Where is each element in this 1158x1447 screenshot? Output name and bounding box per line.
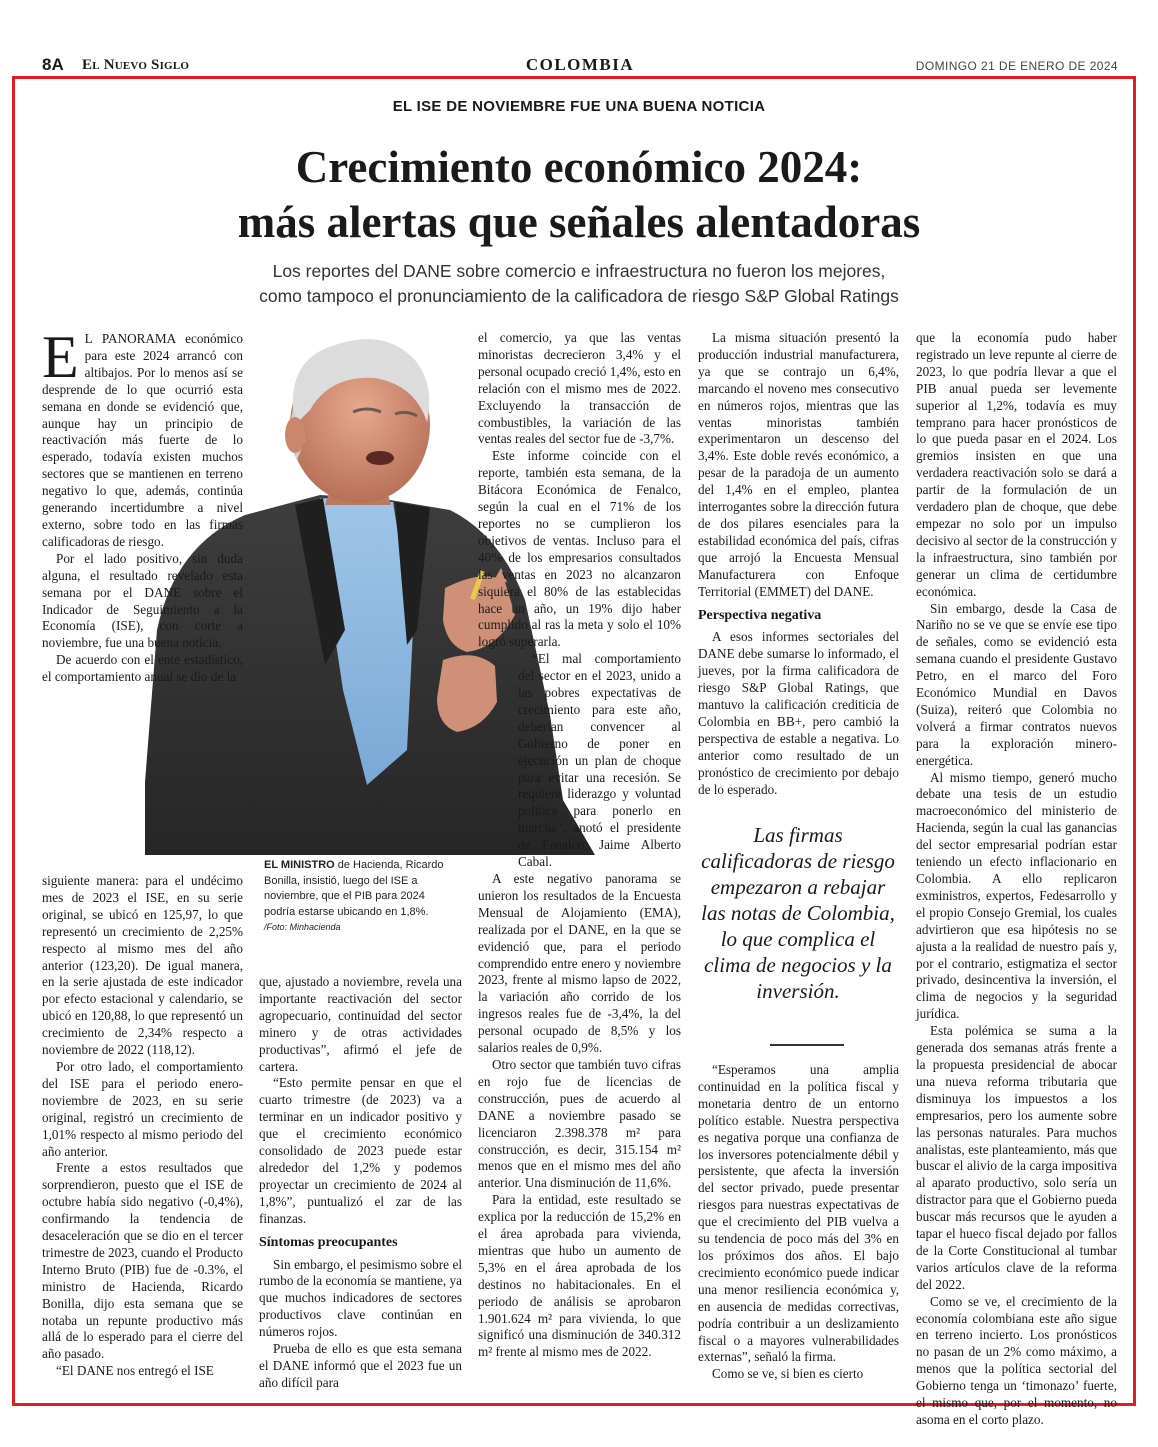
paragraph: A esos informes sectoriales del DANE debe sumarse lo informado, el jueves, por la firma calificadora de riesgo S&P Global Ratings, que mantuvo la calificación crediticia de Colombia en BB+, pero cambió la perspectiva de estable a negativa. Lo anterior como resultado de un pronóstico de crecimiento por debajo de lo esperado.	[698, 629, 899, 797]
paragraph: Sin embargo, desde la Casa de Nariño no se ve que se envíe ese tipo de señales, como se evidenció esta semana cuando el presidente Gustavo Petro, en el marco del Foro Económico Mundial en Davos (Suiza), reiteró que Colombia no volverá a firmar contratos nuevos para la exploración minero-energética.	[916, 600, 1117, 768]
paragraph: siguiente manera: para el undécimo mes de 2023 el ISE, en su serie original, se ubicó en 125,97, lo que representó un crecimiento de 2,25% respecto al mismo mes del año anterior (123,20). De igual manera, en la serie ajustada de este indicador por efecto estacional y calendario, se ubicó en 120,88, lo que representó un crecimiento de 2,34% respecto a noviembre de 2022 (118,12).	[42, 873, 243, 1058]
subheading-perspectiva: Perspectiva negativa	[698, 607, 822, 623]
paragraph: Por otro lado, el comportamiento del ISE para el periodo enero-noviembre de 2023, en su serie original, registró un crecimiento de 1,01% respecto al mismo periodo del año anterior.	[42, 1058, 243, 1159]
headline	[40, 140, 1118, 250]
kicker: EL ISE DE NOVIEMBRE FUE UNA BUENA NOTICIA	[392, 98, 766, 115]
paragraph: Frente a estos resultados que sorprendieron, puesto que el ISE de octubre había sido negativo (-0,4%), confirmando la tendencia de desaceleración que se dio en el tercer trimestre de 2023, cuando el Producto Interno Bruto (PIB) fue de -0.3%, el ministro de Hacienda, Ricardo Bonilla, dijo esta semana que se notaba un repunte productivo más allá de lo esperado para el cierre del año pasado.	[42, 1160, 243, 1362]
paragraph: Esta polémica se suma a la generada dos semanas atrás frente a la propuesta presidencial de abocar una nueva reforma tributaria que disminuya los impuestos a los empresarios, pero los aumente sobre las personas naturales. Para muchos analistas, este planteamiento, más que buscar el alivio de la carga impositiva al aparato productivo, solo sería un distractor para que el Gobierno pueda buscar más recursos que le ayuden a tapar el hueco fiscal dejado por fallos de la Corte Constitucional al tumbar varios artículos clave de la reforma del 2022.	[916, 1023, 1117, 1292]
column-5	[916, 330, 1117, 1429]
paragraph	[42, 324, 243, 551]
paragraph: La misma situación presentó la producción industrial manufacturera, ya que se contrajo un 6,4%, marcando el noveno mes consecutivo en números rojos, mientras que las ventas minoristas también experimentaron un descenso del 3,4%. Este doble revés económico, a pesar de la paradoja de un aumento del 1,4% en el empleo, plantea interrogantes sobre la dirección futura de dos pilares esenciales para la estabilidad económica del país, cifras que arrojó la Encuesta Mensual Manufacturera con Enfoque Territorial (EMMET) del DANE.	[698, 330, 899, 599]
paragraph: que, ajustado a noviembre, revela una importante reactivación del sector agropecuario, continuidad del sector minero y de otras actividades productivas”, afirmó el jefe de cartera.	[259, 974, 462, 1074]
paragraph: “El DANE nos entregó el ISE	[56, 1363, 214, 1379]
paragraph: Sin embargo, el pesimismo sobre el rumbo de la economía se mantiene, ya que muchos indicadores de sectores productivos clave continúan en números rojos.	[259, 1256, 462, 1340]
caption-credit: /Foto: Minhacienda	[264, 922, 341, 932]
pull-quote-rule	[770, 1044, 844, 1046]
page-number: 8A	[42, 55, 64, 74]
paragraph: Otro sector que también tuvo cifras en rojo fue de licencias de construcción, pues de acuerdo al DANE a noviembre pasado se licenciaron 2.398.378 m² para construcción, es decir, 315.154 m² menos que en el mismo mes del año anterior. Una disminución de 11,6%.	[478, 1056, 681, 1191]
paragraph: “Esperamos una amplia continuidad en la política fiscal y monetaria dentro de un entorno político estable. Nuestra perspectiva es negativa porque una confianza de los inversores potencialmente débil y persistente, que afecta la inversión del sector privado, puede presentar riesgos para nuestras expectativas de que el crecimiento del PIB vuelva a su tendencia de poco más del 3% en los próximos dos años. El bajo crecimiento económico puede indicar una menor resiliencia económica y, en ausencia de medidas correctivas, podría contribuir a un deslizamiento fiscal o a mayores vulnerabilidades externas”, señaló la firma.	[698, 1062, 899, 1365]
column-2	[259, 974, 462, 1392]
paragraph: que la economía pudo haber registrado un leve repunte al cierre de 2023, lo que podría llevar a que el PIB anual pueda ser levemente superior al 1,2%, todavía es muy temprano para hacer pronósticos de lo que pueda pasar en el 2024. Los gremios insisten en que una verdadera reactivación solo se dará a partir de la formulación de un verdadero plan de choque, que debe empezar no solo por un impulso decisivo al sector de la construcción y la infraestructura, sino también por generar un clima de certidumbre económica.	[916, 330, 1117, 599]
section-title: COLOMBIA	[525, 55, 635, 74]
pull-quote: Las firmas calificadoras de riesgo empezaron a rebajar las notas de Colombia, lo que complica el clima de negocios y la inversión.	[701, 823, 895, 1003]
headline-line-2: más alertas que señales alentadoras	[237, 197, 921, 247]
caption-text: de Hacienda, Ricardo Bonilla, insistió, luego del ISE a noviembre, que el PIB para 2024 podría estarse ubicando en 1,8%.	[264, 859, 444, 918]
column-1	[42, 324, 243, 686]
column-1-lower	[42, 873, 243, 1380]
column-4-lower	[698, 1062, 899, 1383]
caption-lead: EL MINISTRO	[264, 859, 335, 871]
deck-line-2: como tampoco el pronunciamiento de la calificadora de riesgo S&P Global Ratings	[259, 286, 899, 306]
headline-line-1: Crecimiento económico 2024:	[295, 142, 863, 192]
paragraph: Como se ve, el crecimiento de la economía colombiana este año sigue en terreno incierto. Los pronósticos no pasan de un 2% como máximo, a menos que la política sectorial del Gobierno tenga un ‘timonazo’ fuerte, el mismo que, por el momento, no asoma en el corto plazo.	[916, 1293, 1117, 1427]
paragraph-text: L PANORAMA económico para este 2024 arrancó con altibajos. Por lo menos así se desprende de lo que ocurrió esta semana en donde se evidenció que, aunque hay un principio de reactivación más fuerte de lo esperado, todavía existen muchos sectores que se mantienen en terreno negativo lo que, además, continúa generando incertidumbre a nivel externo, sobre todo en las firmas calificadoras de riesgo.	[42, 331, 243, 549]
paragraph: Al mismo tiempo, generó mucho debate una tesis de un estudio macroeconómico del ministerio de Hacienda, según la cual las ganancias del sector empresarial podrían estar teniendo un efecto inflacionario en Colombia. A ello replicaron exministros, expertos, Fedesarrollo y el propio Consejo Gremial, los cuales advirtieron que esa hipótesis no se ajusta a la realidad de nuestro país y, por el contrario, estigmatiza el sector privado, desincentiva la inversión, el clima de negocios y la seguridad jurídica.	[916, 769, 1117, 1022]
column-3	[478, 330, 681, 1361]
issue-date: DOMINGO 21 DE ENERO DE 2024	[915, 59, 1118, 73]
paragraph: “El mal comportamiento del sector en el 2023, unido a las pobres expectativas de crecimiento para este año, deberían convencer al Gobierno de poner en ejecución un plan de choque para evitar una recesión. Se requiere liderazgo y voluntad política para ponerlo en marcha”, anotó el presidente de Fenalco, Jaime Alberto Cabal.	[518, 651, 681, 870]
paragraph: A este negativo panorama se unieron los resultados de la Encuesta Mensual de Alojamiento (EMA), realizada por el DANE, en la que se evidenció que, para el periodo comprendido entre enero y noviembre 2023, frente al mismo lapso de 2022, la variación año corrido de los ingresos reales fue de -3,4%, la del personal ocupado de 8,5% y los salarios reales de 0,9%.	[478, 871, 681, 1056]
masthead	[42, 55, 1118, 77]
paragraph: Para la entidad, este resultado se explica por la reducción de 15,2% en el área aprobada para vivienda, mientras que hubo un aumento de 5,3% en el área aprobada de los destinos no habitacionales. En el periodo de análisis se aprobaron 1.901.624 m² para vivienda, lo que significó una disminución de 340.312 m² frente al mismo mes de 2022.	[478, 1192, 681, 1360]
newspaper-name: El Nuevo Siglo	[82, 57, 190, 73]
deck	[120, 259, 1038, 309]
dropcap: E	[42, 324, 79, 390]
paragraph: “Esto permite pensar en que el cuarto trimestre (de 2023) va a terminar en un indicador positivo y que el crecimiento económico consolidado de 2023 puede estar alrededor del 1,2% y podemos proyectar un crecimiento de 2024 al 1,8%”, puntualizó el zar de las finanzas.	[259, 1075, 462, 1226]
photo-caption	[264, 858, 444, 936]
paragraph: Este informe coincide con el reporte, también esta semana, de la Bitácora Económica de Fenalco, según la cual en el 71% de los reportes no se cumplieron los objetivos de ventas. Incluso para el 40% de los empresarios consultados las ventas en 2023 no alcanzaron siquiera el 80% de las establecidas hace un año, un 19% dijo haber cumplido al ras la meta y solo el 10% logró superarla.	[478, 448, 681, 650]
deck-line-1: Los reportes del DANE sobre comercio e infraestructura no fueron los mejores,	[272, 261, 886, 281]
paragraph: Por el lado positivo, sin duda alguna, el resultado revelado esta semana por el DANE sobre el Indicador de Seguimiento a la Economía (ISE), con corte a noviembre, fue una buena noticia.	[42, 550, 243, 651]
paragraph: el comercio, ya que las ventas minoristas decrecieron 3,4% y el personal ocupado creció 1,4%, esto en relación con el mismo mes de 2022. Excluyendo la transacción de combustibles, la variación de las ventas reales del sector fue de -3,7%.	[478, 330, 681, 447]
paragraph: De acuerdo con el ente estadístico, el comportamiento anual se dio de la	[42, 652, 243, 685]
column-4	[698, 330, 899, 798]
subheading-sintomas: Síntomas preocupantes	[259, 1234, 398, 1250]
paragraph: Como se ve, si bien es cierto	[712, 1366, 864, 1382]
paragraph: Prueba de ello es que esta semana el DANE informó que el 2023 fue un año difícil para	[259, 1341, 462, 1390]
